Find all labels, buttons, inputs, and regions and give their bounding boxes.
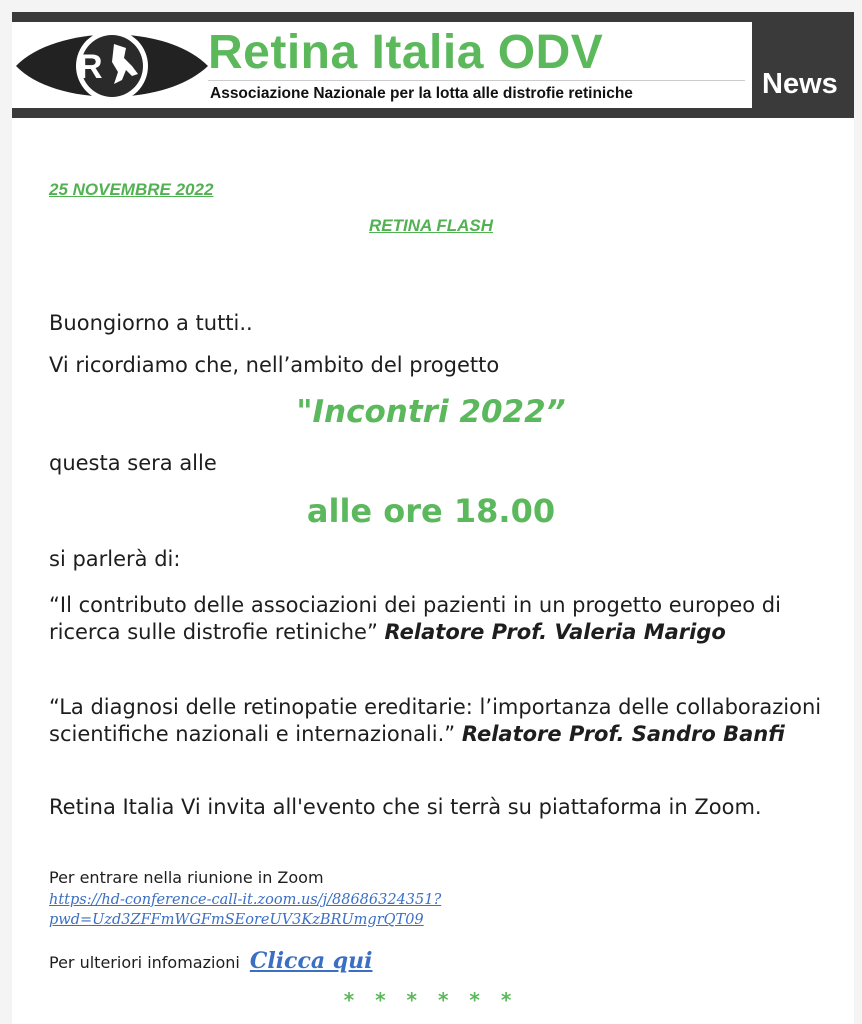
eye-logo-icon xyxy=(14,22,210,108)
zoom-link-line[interactable]: pwd=Uzd3ZFFmWGFmSEoreUV3KzBRUmgrQT09 xyxy=(49,912,424,928)
talk-speaker: Relatore Prof. Sandro Banfi xyxy=(461,722,785,746)
invite-text: Retina Italia Vi invita all'evento che si terrà su piattaforma in Zoom. xyxy=(49,795,762,819)
event-time: alle ore 18.00 xyxy=(306,492,556,530)
newsletter-body xyxy=(12,118,854,1024)
brand-subtitle: Associazione Nazionale per la lotta alle distrofie retiniche xyxy=(208,80,745,107)
zoom-intro: Per entrare nella riunione in Zoom xyxy=(49,868,324,887)
clicca-qui-link[interactable]: Clicca qui xyxy=(249,948,373,974)
more-info-text: Per ulteriori infomazioni xyxy=(49,953,240,972)
talk-item xyxy=(49,592,839,646)
talk-quote: “Il contributo delle associazioni dei pazienti in un progetto europeo di ricerca sulle distrofie retiniche” xyxy=(49,593,781,644)
intro-text: Vi ricordiamo che, nell’ambito del progetto xyxy=(49,353,500,377)
flash-title[interactable]: RETINA FLASH xyxy=(368,216,494,235)
news-label: News xyxy=(762,68,838,100)
project-name: "Incontri 2022” xyxy=(296,394,566,430)
zoom-link[interactable] xyxy=(49,890,441,930)
talk-item xyxy=(49,694,839,748)
separator-stars: * * * * * * xyxy=(343,988,519,1012)
talk-speaker: Relatore Prof. Valeria Marigo xyxy=(384,620,726,644)
greeting-text: Buongiorno a tutti.. xyxy=(49,311,253,335)
more-info xyxy=(49,948,373,974)
brand-banner xyxy=(12,22,752,108)
newsletter-header xyxy=(12,12,854,118)
logo-initials: R xyxy=(78,48,103,86)
topics-intro: si parlerà di: xyxy=(49,547,181,571)
tonight-text: questa sera alle xyxy=(49,451,217,475)
article-date[interactable]: 25 NOVEMBRE 2022 xyxy=(49,180,214,199)
brand-title: Retina Italia ODV xyxy=(208,26,604,79)
zoom-link-line[interactable]: https://hd-conference-call-it.zoom.us/j/88686324351? xyxy=(49,892,442,908)
talk-quote: “La diagnosi delle retinopatie ereditarie: l’importanza delle collaborazioni scientifiche nazionali e internazionali.” xyxy=(49,695,822,746)
